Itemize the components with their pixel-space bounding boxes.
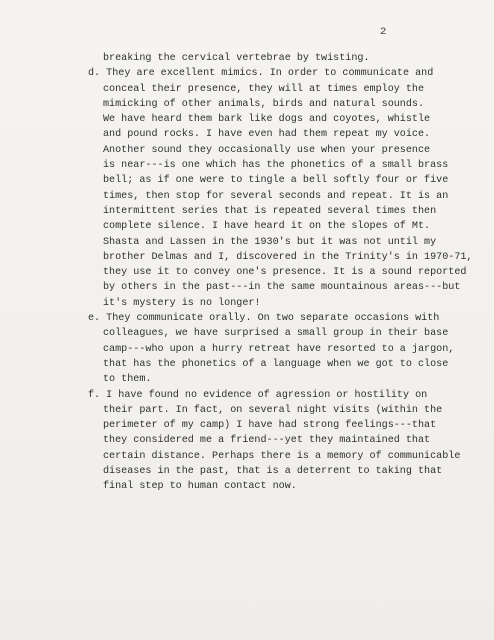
text-line: intermittent series that is repeated several times then <box>103 205 437 217</box>
text-line: by others in the past---in the same mountainous areas---but <box>103 282 461 294</box>
text-line: and pound rocks. I have even had them repeat my voice. <box>103 129 431 141</box>
text-line: final step to human contact now. <box>103 481 297 493</box>
text-line: perimeter of my camp) I have had strong feelings---that <box>103 420 437 432</box>
text-line: brother Delmas and I, discovered in the Trinity's in 1970-71, <box>103 251 473 263</box>
text-line: diseases in the past, that is a deterrent to taking that <box>103 466 443 478</box>
list-item-start-line: d. They are excellent mimics. In order to communicate and <box>88 68 434 80</box>
text-line: Shasta and Lassen in the 1930's but it was not until my <box>103 236 437 248</box>
text-line: certain distance. Perhaps there is a memory of communicable <box>103 450 461 462</box>
text-line: is near---is one which has the phonetics of a small brass <box>103 160 449 172</box>
text-line: they considered me a friend---yet they maintained that <box>103 435 431 447</box>
text-line: that has the phonetics of a language when we got to close <box>103 358 449 370</box>
text-line: Another sound they occasionally use when your presence <box>103 144 431 156</box>
page-number: 2 <box>380 26 387 38</box>
text-line: breaking the cervical vertebrae by twisting. <box>103 53 370 64</box>
list-item-start-line: f. I have found no evidence of agression or hostility on <box>88 389 428 401</box>
text-line: they use it to convey one's presence. It is a sound reported <box>103 267 467 279</box>
text-line: camp---who upon a hurry retreat have resorted to a jargon, <box>103 343 455 355</box>
text-line: to them. <box>103 374 152 386</box>
text-line: conceal their presence, they will at times employ the <box>103 83 425 95</box>
text-line: bell; as if one were to tingle a bell softly four or five <box>103 175 449 187</box>
text-line: it's mystery is no longer! <box>103 297 261 309</box>
list-item-start-line: e. They communicate orally. On two separate occasions with <box>88 313 440 325</box>
body-text <box>0 51 494 495</box>
text-line: We have heard them bark like dogs and coyotes, whistle <box>103 114 431 126</box>
text-line: their part. In fact, on several night visits (within the <box>103 404 443 416</box>
text-line: complete silence. I have heard it on the slopes of Mt. <box>103 221 431 233</box>
text-line: times, then stop for several seconds and repeat. It is an <box>103 190 449 202</box>
text-line: colleagues, we have surprised a small group in their base <box>103 328 449 340</box>
text-line: mimicking of other animals, birds and natural sounds. <box>103 98 425 110</box>
